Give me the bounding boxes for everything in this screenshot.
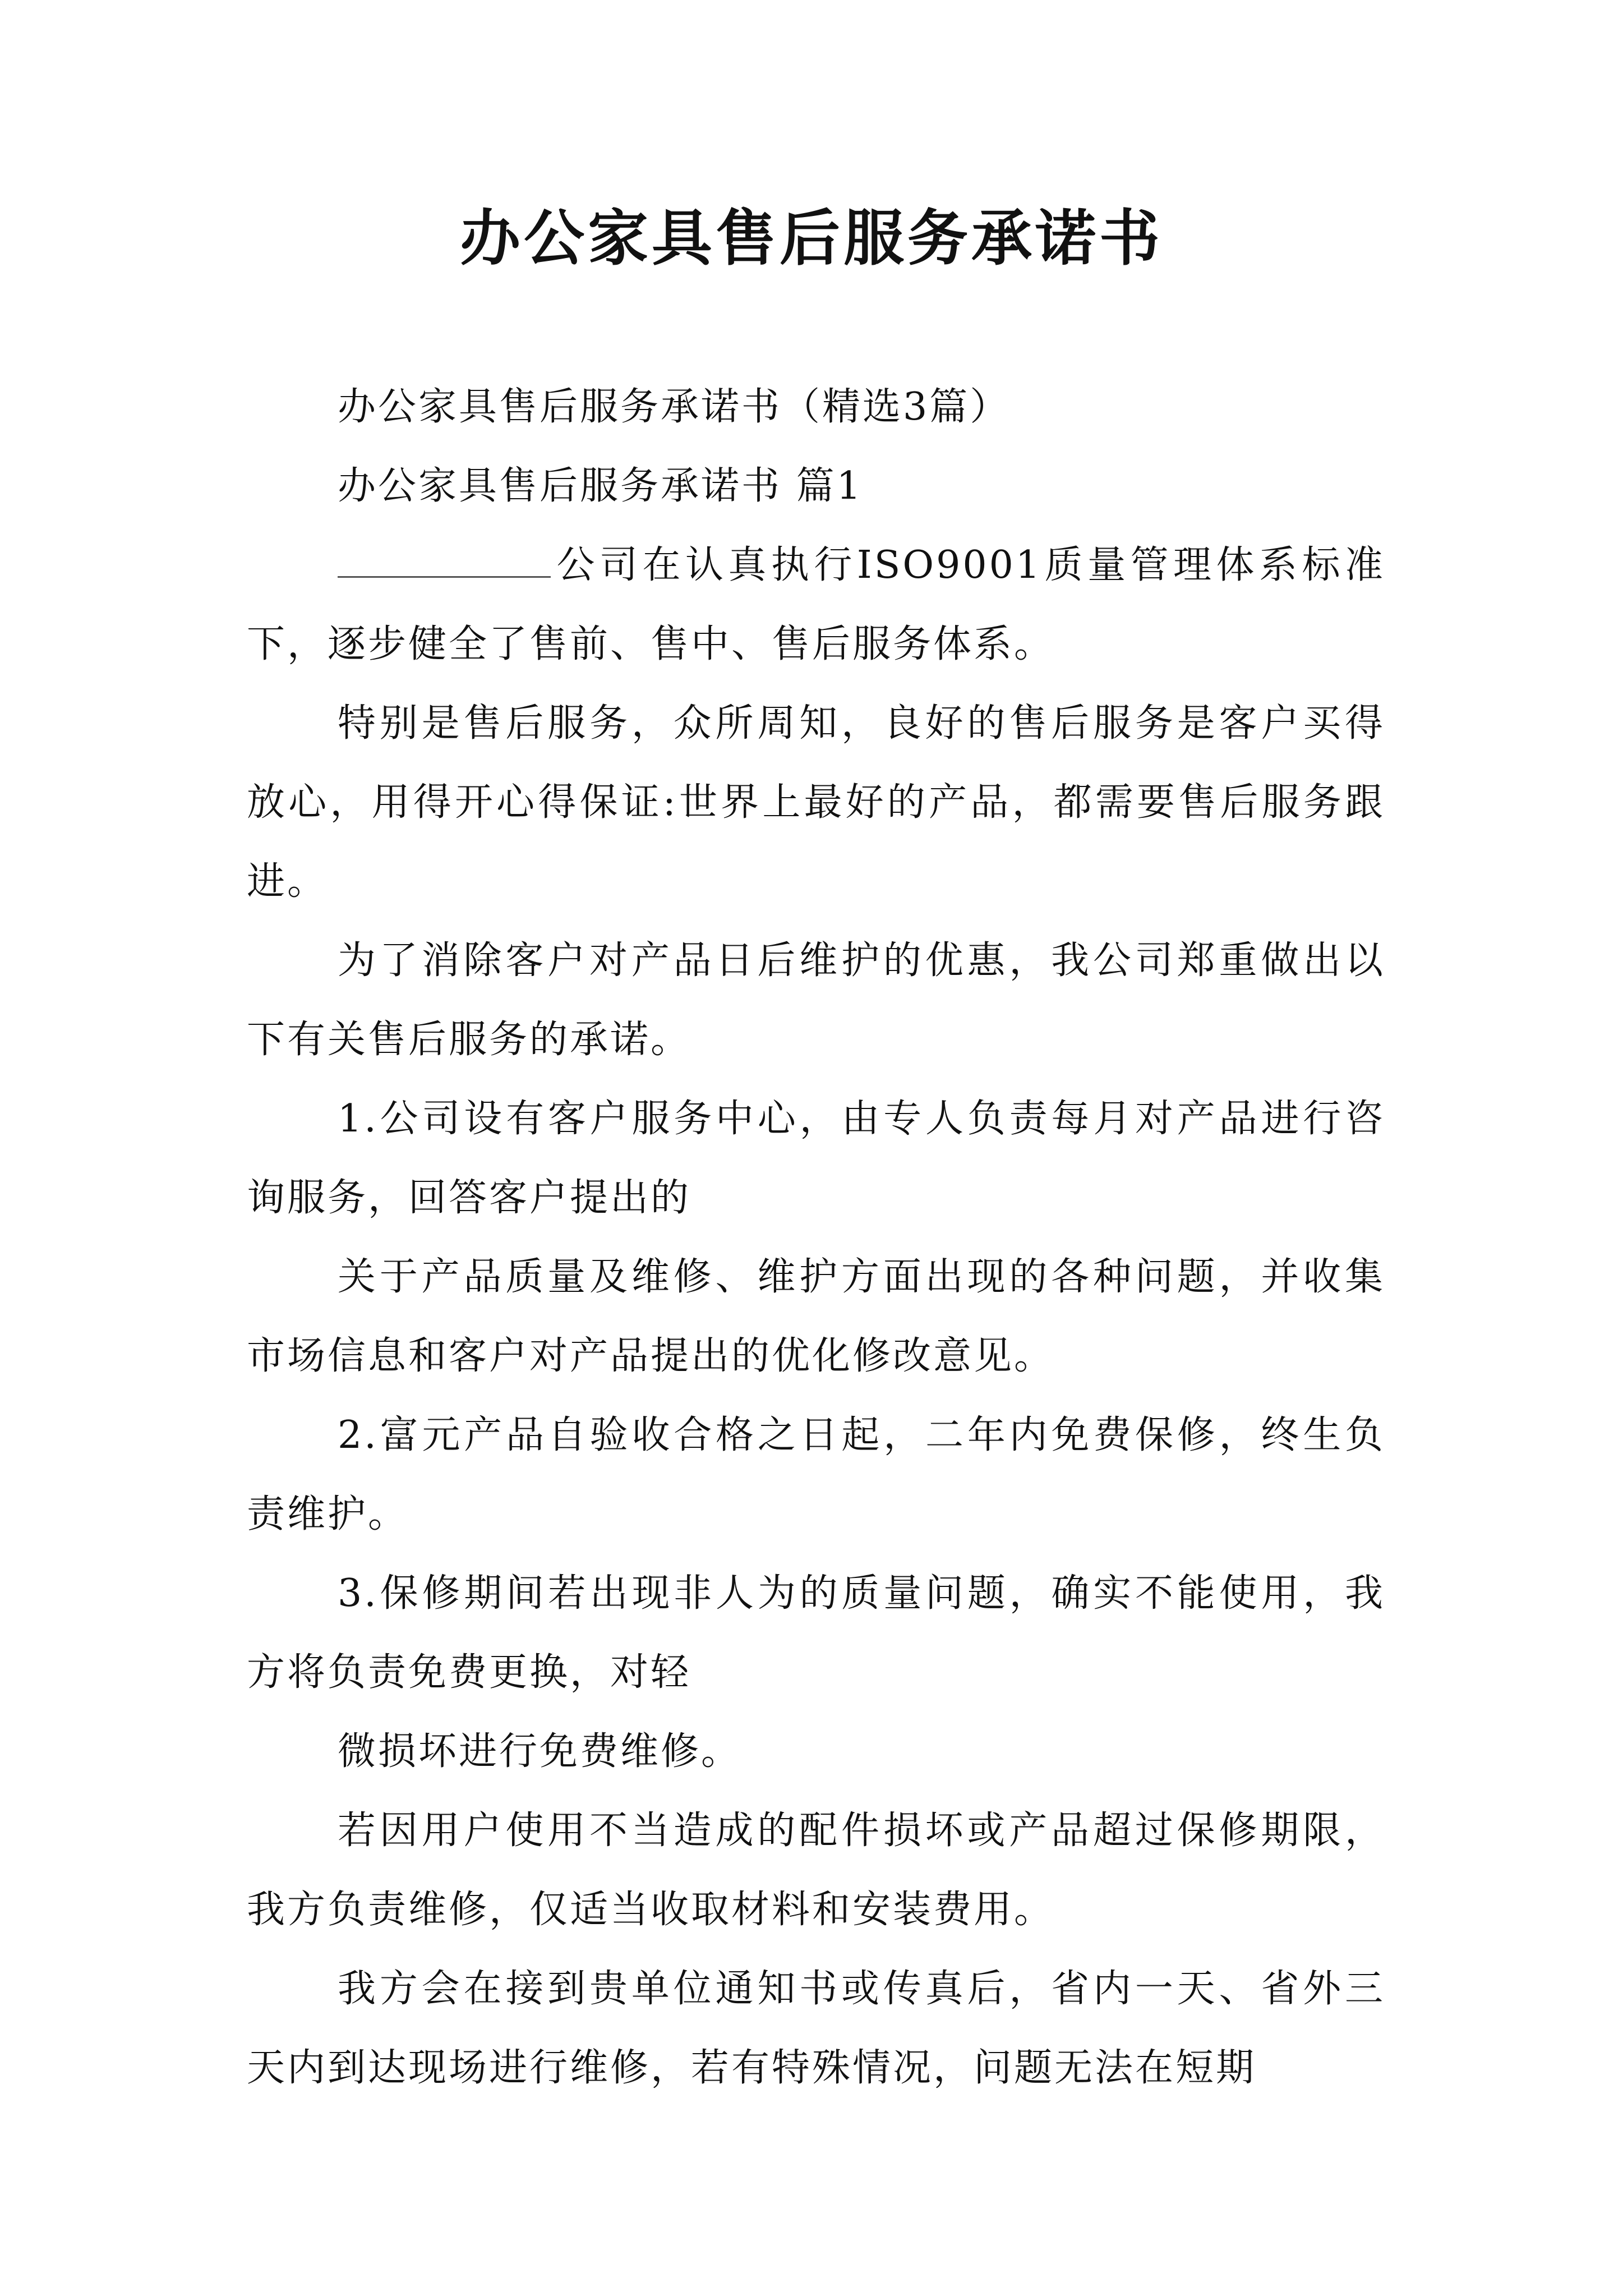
paragraph-1-text: 公司在认真执行ISO9001质量管理体系标准下，逐步健全了售前、售中、售后服务体系。 xyxy=(247,543,1385,666)
fill-in-blank xyxy=(338,542,551,578)
paragraph-10: 我方会在接到贵单位通知书或传真后，省内一天、省外三天内到达现场进行维修，若有特殊情况，问题无法在短期 xyxy=(247,1967,1385,2090)
document-subtitle: 办公家具售后服务承诺书（精选3篇） xyxy=(338,385,1011,429)
paragraph-4: 1.公司设有客户服务中心，由专人负责每月对产品进行咨询服务，回答客户提出的 xyxy=(247,1097,1385,1220)
document-body xyxy=(247,367,1385,2108)
section-heading: 办公家具售后服务承诺书 篇1 xyxy=(338,464,863,508)
paragraph-9: 若因用户使用不当造成的配件损坏或产品超过保修期限，我方负责维修，仅适当收取材料和安装费用。 xyxy=(247,1809,1385,1932)
document-title: 办公家具售后服务承诺书 xyxy=(459,203,1163,274)
paragraph-7: 3.保修期间若出现非人为的质量问题，确实不能使用，我方将负责免费更换，对轻 xyxy=(247,1571,1385,1695)
paragraph-3: 为了消除客户对产品日后维护的优惠，我公司郑重做出以下有关售后服务的承诺。 xyxy=(247,938,1385,1062)
paragraph-2: 特别是售后服务，众所周知，良好的售后服务是客户买得放心，用得开心得保证:世界上最好的产品，都需要售后服务跟进。 xyxy=(247,701,1385,904)
paragraph-1 xyxy=(247,526,1385,684)
paragraph-5: 关于产品质量及维修、维护方面出现的各种问题，并收集市场信息和客户对产品提出的优化修改意见。 xyxy=(247,1255,1385,1378)
paragraph-6: 2.富元产品自验收合格之日起，二年内免费保修，终生负责维护。 xyxy=(247,1413,1385,1536)
paragraph-8: 微损坏进行免费维修。 xyxy=(338,1729,742,1774)
